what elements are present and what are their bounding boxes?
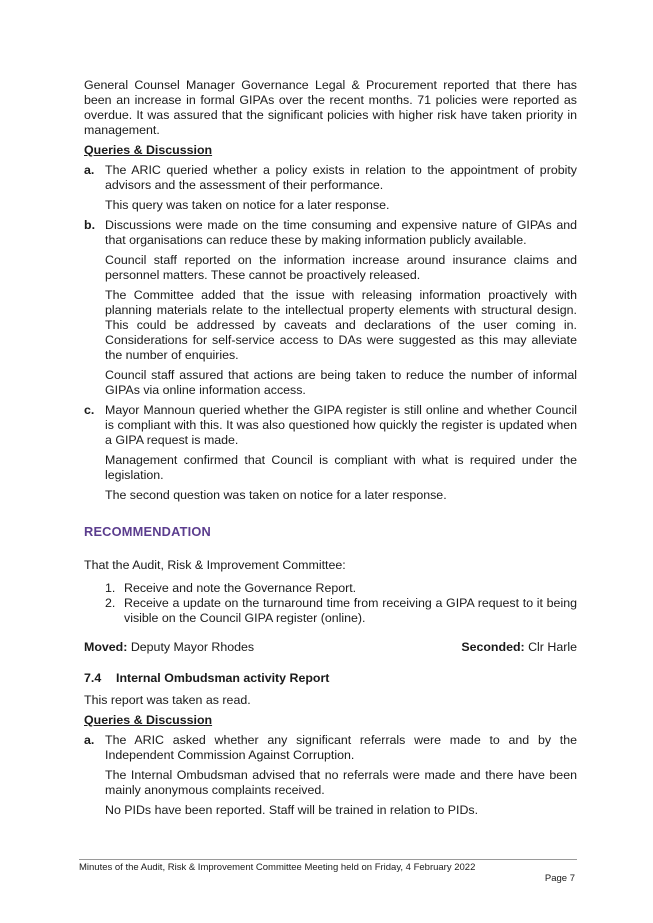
item-letter: a. [84,163,95,177]
item-paragraph: The Internal Ombudsman advised that no referrals were made and there have been mainly anonymous complaints received. [105,768,577,797]
item-paragraph: The ARIC asked whether any significant referrals were made to and by the Independent Commission Against Corruption. [105,733,577,762]
item-paragraph: The Committee added that the issue with releasing information proactively with planning materials relate to the intellectual property elements with structural design. This could be addressed by caveats and declarations of the user coming in. Considerations for self-service access to DAs were suggested as this may alleviate the number of enquiries. [105,288,577,362]
taken-as-read: This report was taken as read. [84,693,251,707]
item-number: 1. [105,581,116,595]
item-letter: c. [84,403,95,417]
item-letter: a. [84,733,95,747]
discussion-list-1 [84,163,577,503]
recommendation-heading: RECOMMENDATION [84,524,211,539]
recommendation-item [84,596,577,626]
section-title: Internal Ombudsman activity Report [116,671,330,685]
seconded-label: Seconded: [461,640,525,654]
recommendation-item [84,581,577,596]
discussion-item [84,403,577,503]
item-paragraph: Management confirmed that Council is compliant with what is required under the legislation. [105,453,577,482]
item-text: Receive a update on the turnaround time from receiving a GIPA request to it being visible on the Council GIPA register (online). [124,596,577,625]
seconded-value: Clr Harle [528,640,577,654]
item-paragraph: No PIDs have been reported. Staff will be trained in relation to PIDs. [105,803,479,817]
seconded-by [461,640,577,655]
item-paragraph: This query was taken on notice for a later response. [105,198,390,212]
moved-by [84,640,254,655]
motion-row [84,640,577,655]
discussion-list-2 [84,733,577,818]
moved-label: Moved: [84,640,128,654]
intro-paragraph: General Counsel Manager Governance Legal & Procurement reported that there has been an increase in formal GIPAs over the recent months. 71 policies were reported as overdue. It was assured that the significant policies with higher risk have taken priority in management. [84,78,577,137]
item-paragraph: Mayor Mannoun queried whether the GIPA register is still online and whether Council is compliant with this. It was also questioned how quickly the register is updated when a GIPA request is made. [105,403,577,447]
discussion-item [84,218,577,398]
section-heading [84,671,577,686]
queries-heading: Queries & Discussion [84,713,213,727]
item-paragraph: Council staff assured that actions are being taken to reduce the number of informal GIPAs via online information access. [105,368,577,397]
recommendation-list [84,581,577,626]
recommendation-intro: That the Audit, Risk & Improvement Committee: [84,558,346,572]
footer-divider [79,859,577,860]
item-text: Receive and note the Governance Report. [124,581,357,595]
page-number: Page 7 [544,873,575,884]
item-number: 2. [105,596,116,610]
queries-heading: Queries & Discussion [84,143,213,157]
page-content [84,78,577,823]
item-paragraph: The second question was taken on notice for a later response. [105,488,447,502]
item-letter: b. [84,218,96,232]
discussion-item [84,163,577,213]
section-number: 7.4 [84,671,102,685]
moved-value: Deputy Mayor Rhodes [130,640,255,654]
discussion-item [84,733,577,818]
item-paragraph: Council staff reported on the information increase around insurance claims and personnel matters. These cannot be proactively released. [105,253,577,282]
footer-text: Minutes of the Audit, Risk & Improvement Committee Meeting held on Friday, 4 February 2022 [79,862,476,873]
item-paragraph: Discussions were made on the time consuming and expensive nature of GIPAs and that organisations can reduce these by making information publicly available. [105,218,577,247]
item-paragraph: The ARIC queried whether a policy exists in relation to the appointment of probity advisors and the assessment of their performance. [105,163,577,192]
